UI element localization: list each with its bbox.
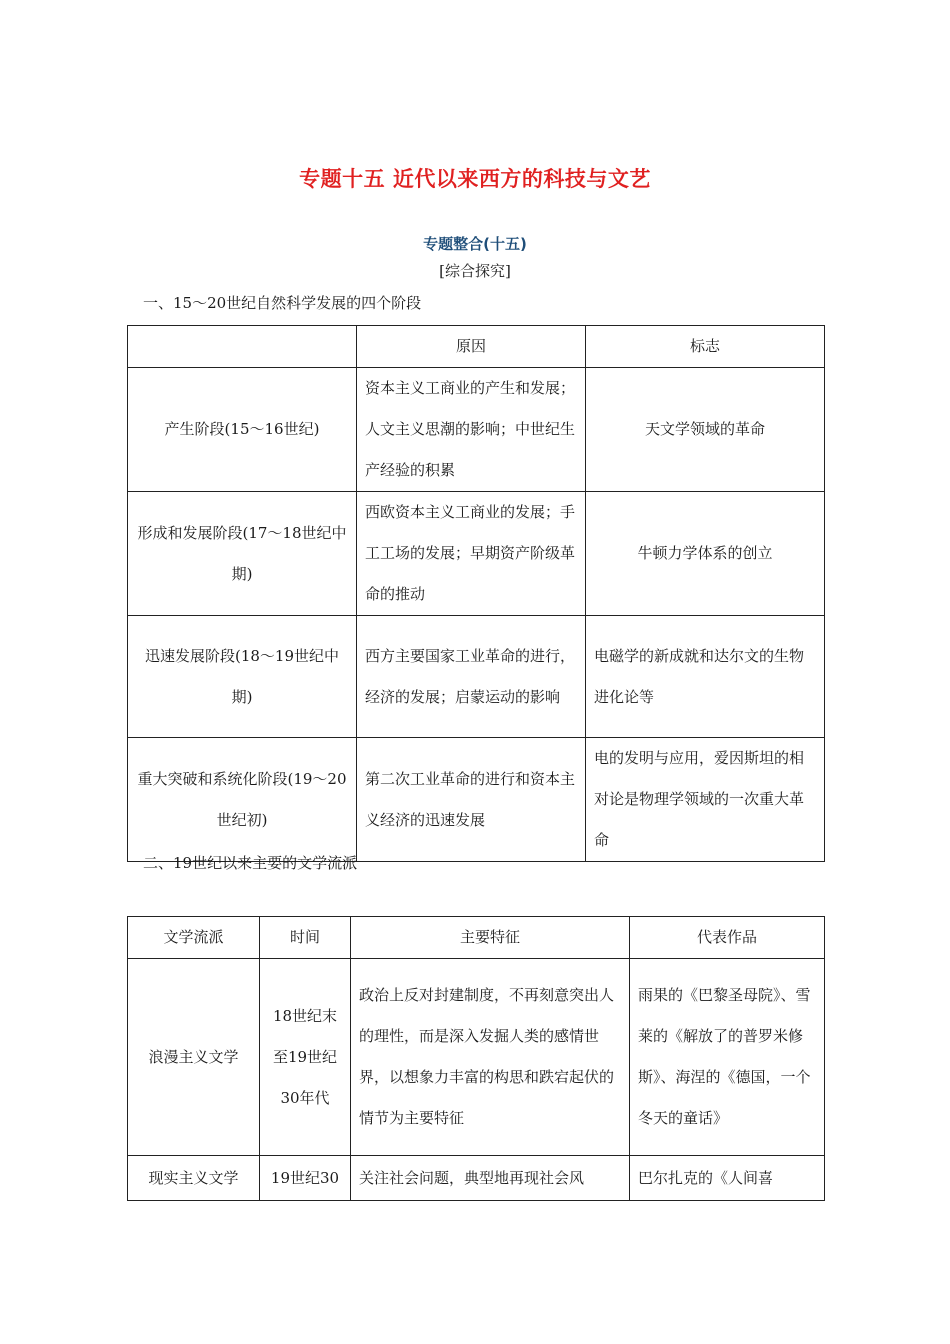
marker-cell: 电的发明与应用，爱因斯坦的相对论是物理学领域的一次重大革命 [586,738,825,862]
page-title: 专题十五 近代以来西方的科技与文艺 [299,167,651,191]
works-cell: 雨果的《巴黎圣母院》、雪莱的《解放了的普罗米修斯》、海涅的《德国，一个冬天的童话》 [630,959,825,1156]
feature-cell: 关注社会问题，典型地再现社会风 [351,1156,630,1201]
cause-cell: 资本主义工商业的产生和发展；人文主义思潮的影响；中世纪生产经验的积累 [357,368,586,492]
marker-cell: 天文学领域的革命 [586,368,825,492]
header-cell: 文学流派 [128,917,260,959]
header-cell: 代表作品 [630,917,825,959]
header-cell: 时间 [260,917,351,959]
header-cell [128,326,357,368]
stage-cell: 形成和发展阶段(17～18世纪中期) [128,492,357,616]
marker-cell: 牛顿力学体系的创立 [586,492,825,616]
feature-cell: 政治上反对封建制度，不再刻意突出人的理性，而是深入发掘人类的感情世界，以想象力丰富的构思和跌宕起伏的情节为主要特征 [351,959,630,1156]
table-row [128,738,825,862]
period-cell: 19世纪30 [260,1156,351,1201]
table-row [128,368,825,492]
stage-cell: 产生阶段(15～16世纪) [128,368,357,492]
school-cell: 现实主义文学 [128,1156,260,1201]
period-cell: 18世纪末至19世纪30年代 [260,959,351,1156]
section1-heading: 一、15～20世纪自然科学发展的四个阶段 [143,294,422,312]
school-cell: 浪漫主义文学 [128,959,260,1156]
header-cell: 主要特征 [351,917,630,959]
section2-heading: 二、19世纪以来主要的文学流派 [143,854,358,872]
table-header-row [128,917,825,959]
stage-cell: 迅速发展阶段(18～19世纪中期) [128,616,357,738]
section-subtitle: 专题整合(十五) [423,235,527,253]
table-row [128,959,825,1156]
stage-cell: 重大突破和系统化阶段(19～20世纪初) [128,738,357,862]
marker-cell: 电磁学的新成就和达尔文的生物进化论等 [586,616,825,738]
header-cell: 原因 [357,326,586,368]
cause-cell: 第二次工业革命的进行和资本主义经济的迅速发展 [357,738,586,862]
table-header-row [128,326,825,368]
header-cell: 标志 [586,326,825,368]
cause-cell: 西欧资本主义工商业的发展；手工工场的发展；早期资产阶级革命的推动 [357,492,586,616]
science-stages-table [127,325,825,862]
section-label: [综合探究] [439,262,511,280]
table-row [128,1156,825,1201]
cause-cell: 西方主要国家工业革命的进行，经济的发展；启蒙运动的影响 [357,616,586,738]
literature-schools-table [127,916,825,1201]
table-row [128,492,825,616]
works-cell: 巴尔扎克的《人间喜 [630,1156,825,1201]
table-row [128,616,825,738]
